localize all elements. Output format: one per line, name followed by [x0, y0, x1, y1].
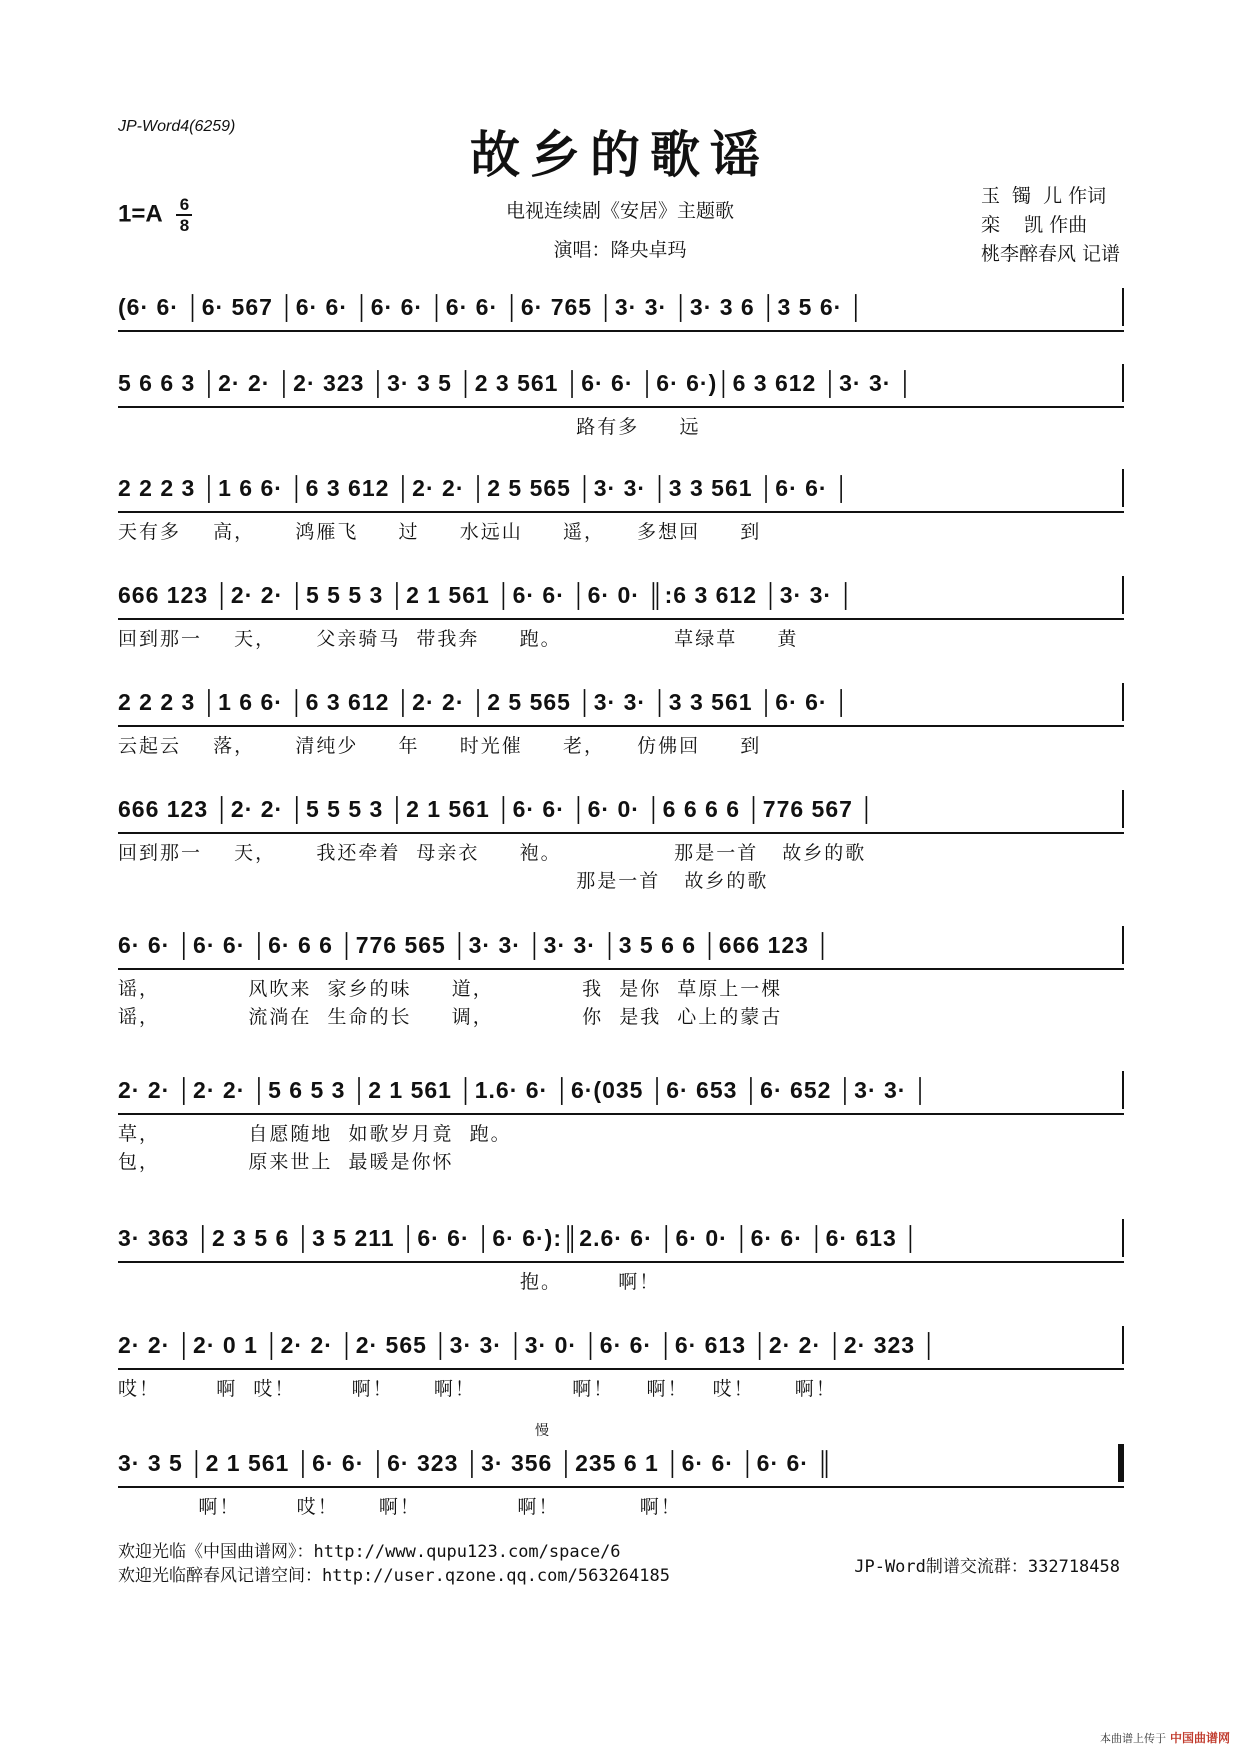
credit-composer: 栾 凯 作曲 — [980, 214, 1088, 236]
music-notes: 666 123 │2· 2· │5 5 5 3 │2 1 561 │6· 6· │6· 0· │6 6 6 6 │776 567 │ — [118, 796, 876, 822]
music-notes: 3· 3 5 │2 1 561 │6· 6· │6· 323 │3· 356 │235 6 1 │6· 6· │6· 6· ║ — [118, 1450, 834, 1476]
lyric-line: 谣， 风吹来 家乡的味 道， 我 是你 草原上一棵 — [118, 978, 783, 1000]
time-signature-bottom: 8 — [179, 216, 190, 235]
music-notes: 2 2 2 3 │1 6 6· │6 3 612 │2· 2· │2 5 565 │3· 3· │3 3 561 │6· 6· │ — [118, 689, 851, 715]
music-notes: 666 123 │2· 2· │5 5 5 3 │2 1 561 │6· 6· │6· 0· ║:6 3 612 │3· 3· │ — [118, 582, 855, 608]
lyric-line: 抱。 啊！ — [118, 1271, 661, 1293]
score-line-10 — [118, 1322, 1124, 1370]
lyric-line: 草， 自愿随地 如歌岁月竟 跑。 — [118, 1123, 512, 1145]
music-notes: (6· 6· │6· 567 │6· 6· │6· 6· │6· 6· │6· 765 │3· 3· │3· 3 6 │3 5 6· │ — [118, 294, 866, 320]
song-title: 故乡的歌谣 — [470, 125, 770, 184]
credit-lyricist: 玉 镯 儿 作词 — [980, 185, 1107, 207]
score-line-6 — [118, 786, 1124, 834]
lyric-line: 云起云 落， 清纯少 年 时光催 老， 仿佛回 到 — [118, 735, 762, 757]
music-notes: 2· 2· │2· 2· │5 6 5 3 │2 1 561 │1.6· 6· │6·(035 │6· 653 │6· 652 │3· 3· │ — [118, 1077, 930, 1103]
key-label: 1=A — [118, 200, 162, 228]
music-notes: 2· 2· │2· 0 1 │2· 2· │2· 565 │3· 3· │3· 0· │6· 6· │6· 613 │2· 2· │2· 323 │ — [118, 1332, 938, 1358]
footer-link-2[interactable]: 欢迎光临醉春风记谱空间：http://user.qzone.qq.com/563264185 — [118, 1566, 670, 1586]
score-line-9 — [118, 1215, 1124, 1263]
lyric-line: 那是一首 故乡的歌 — [118, 870, 769, 892]
lyric-line: 谣， 流淌在 生命的长 调， 你 是我 心上的蒙古 — [118, 1006, 783, 1028]
score-line-11 — [118, 1440, 1124, 1488]
score-line-2 — [118, 360, 1124, 408]
lyric-line: 包， 原来世上 最暖是你怀 — [118, 1151, 454, 1173]
lyric-line: 啊！ 哎！ 啊！ 啊！ 啊！ — [118, 1496, 682, 1518]
watermark-logo: 中国曲谱网 — [1169, 1731, 1230, 1745]
lyric-line: 哎！ 啊 哎！ 啊！ 啊！ 啊！ 啊！ 哎！ 啊！ — [118, 1378, 837, 1400]
music-notes: 2 2 2 3 │1 6 6· │6 3 612 │2· 2· │2 5 565 │3· 3· │3 3 561 │6· 6· │ — [118, 475, 851, 501]
score-line-5 — [118, 679, 1124, 727]
score-line-1 — [118, 284, 1124, 332]
score-line-8 — [118, 1067, 1124, 1115]
watermark — [1100, 1729, 1230, 1746]
music-notes: 3· 363 │2 3 5 6 │3 5 211 │6· 6· │6· 6·):║2.6· 6· │6· 0· │6· 6· │6· 613 │ — [118, 1225, 920, 1251]
lyric-line: 天有多 高， 鸿雁飞 过 水远山 遥， 多想回 到 — [118, 521, 762, 543]
music-notes: 5 6 6 3 │2· 2· │2· 323 │3· 3 5 │2 3 561 │6· 6· │6· 6·)│6 3 612 │3· 3· │ — [118, 370, 915, 396]
credits — [981, 182, 1120, 269]
music-notes: 6· 6· │6· 6· │6· 6 6 │776 565 │3· 3· │3· 3· │3 5 6 6 │666 123 │ — [118, 932, 832, 958]
credit-transcriber: 桃李醉春风 记谱 — [980, 243, 1120, 265]
subtitle: 电视连续剧《安居》主题歌 — [505, 200, 734, 222]
singer: 演唱：降央卓玛 — [553, 239, 687, 261]
software-label: JP-Word4(6259) — [118, 118, 236, 135]
score-line-7 — [118, 922, 1124, 970]
lyric-line: 回到那一 天， 父亲骑马 带我奔 跑。 草绿草 黄 — [118, 628, 799, 650]
lyric-line: 路有多 远 — [118, 416, 701, 438]
time-signature-top: 6 — [179, 195, 190, 214]
score-line-4 — [118, 572, 1124, 620]
footer-link-1[interactable]: 欢迎光临《中国曲谱网》：http://www.qupu123.com/space/6 — [118, 1542, 621, 1562]
tempo-mark: 慢 — [535, 1423, 549, 1439]
lyric-line: 回到那一 天， 我还牵着 母亲衣 袍。 那是一首 故乡的歌 — [118, 842, 867, 864]
watermark-text: 本曲谱上传于 — [1099, 1732, 1166, 1745]
footer-links — [118, 1540, 670, 1588]
score-line-3 — [118, 465, 1124, 513]
footer-group: JP-Word制谱交流群：332718458 — [854, 1557, 1120, 1577]
